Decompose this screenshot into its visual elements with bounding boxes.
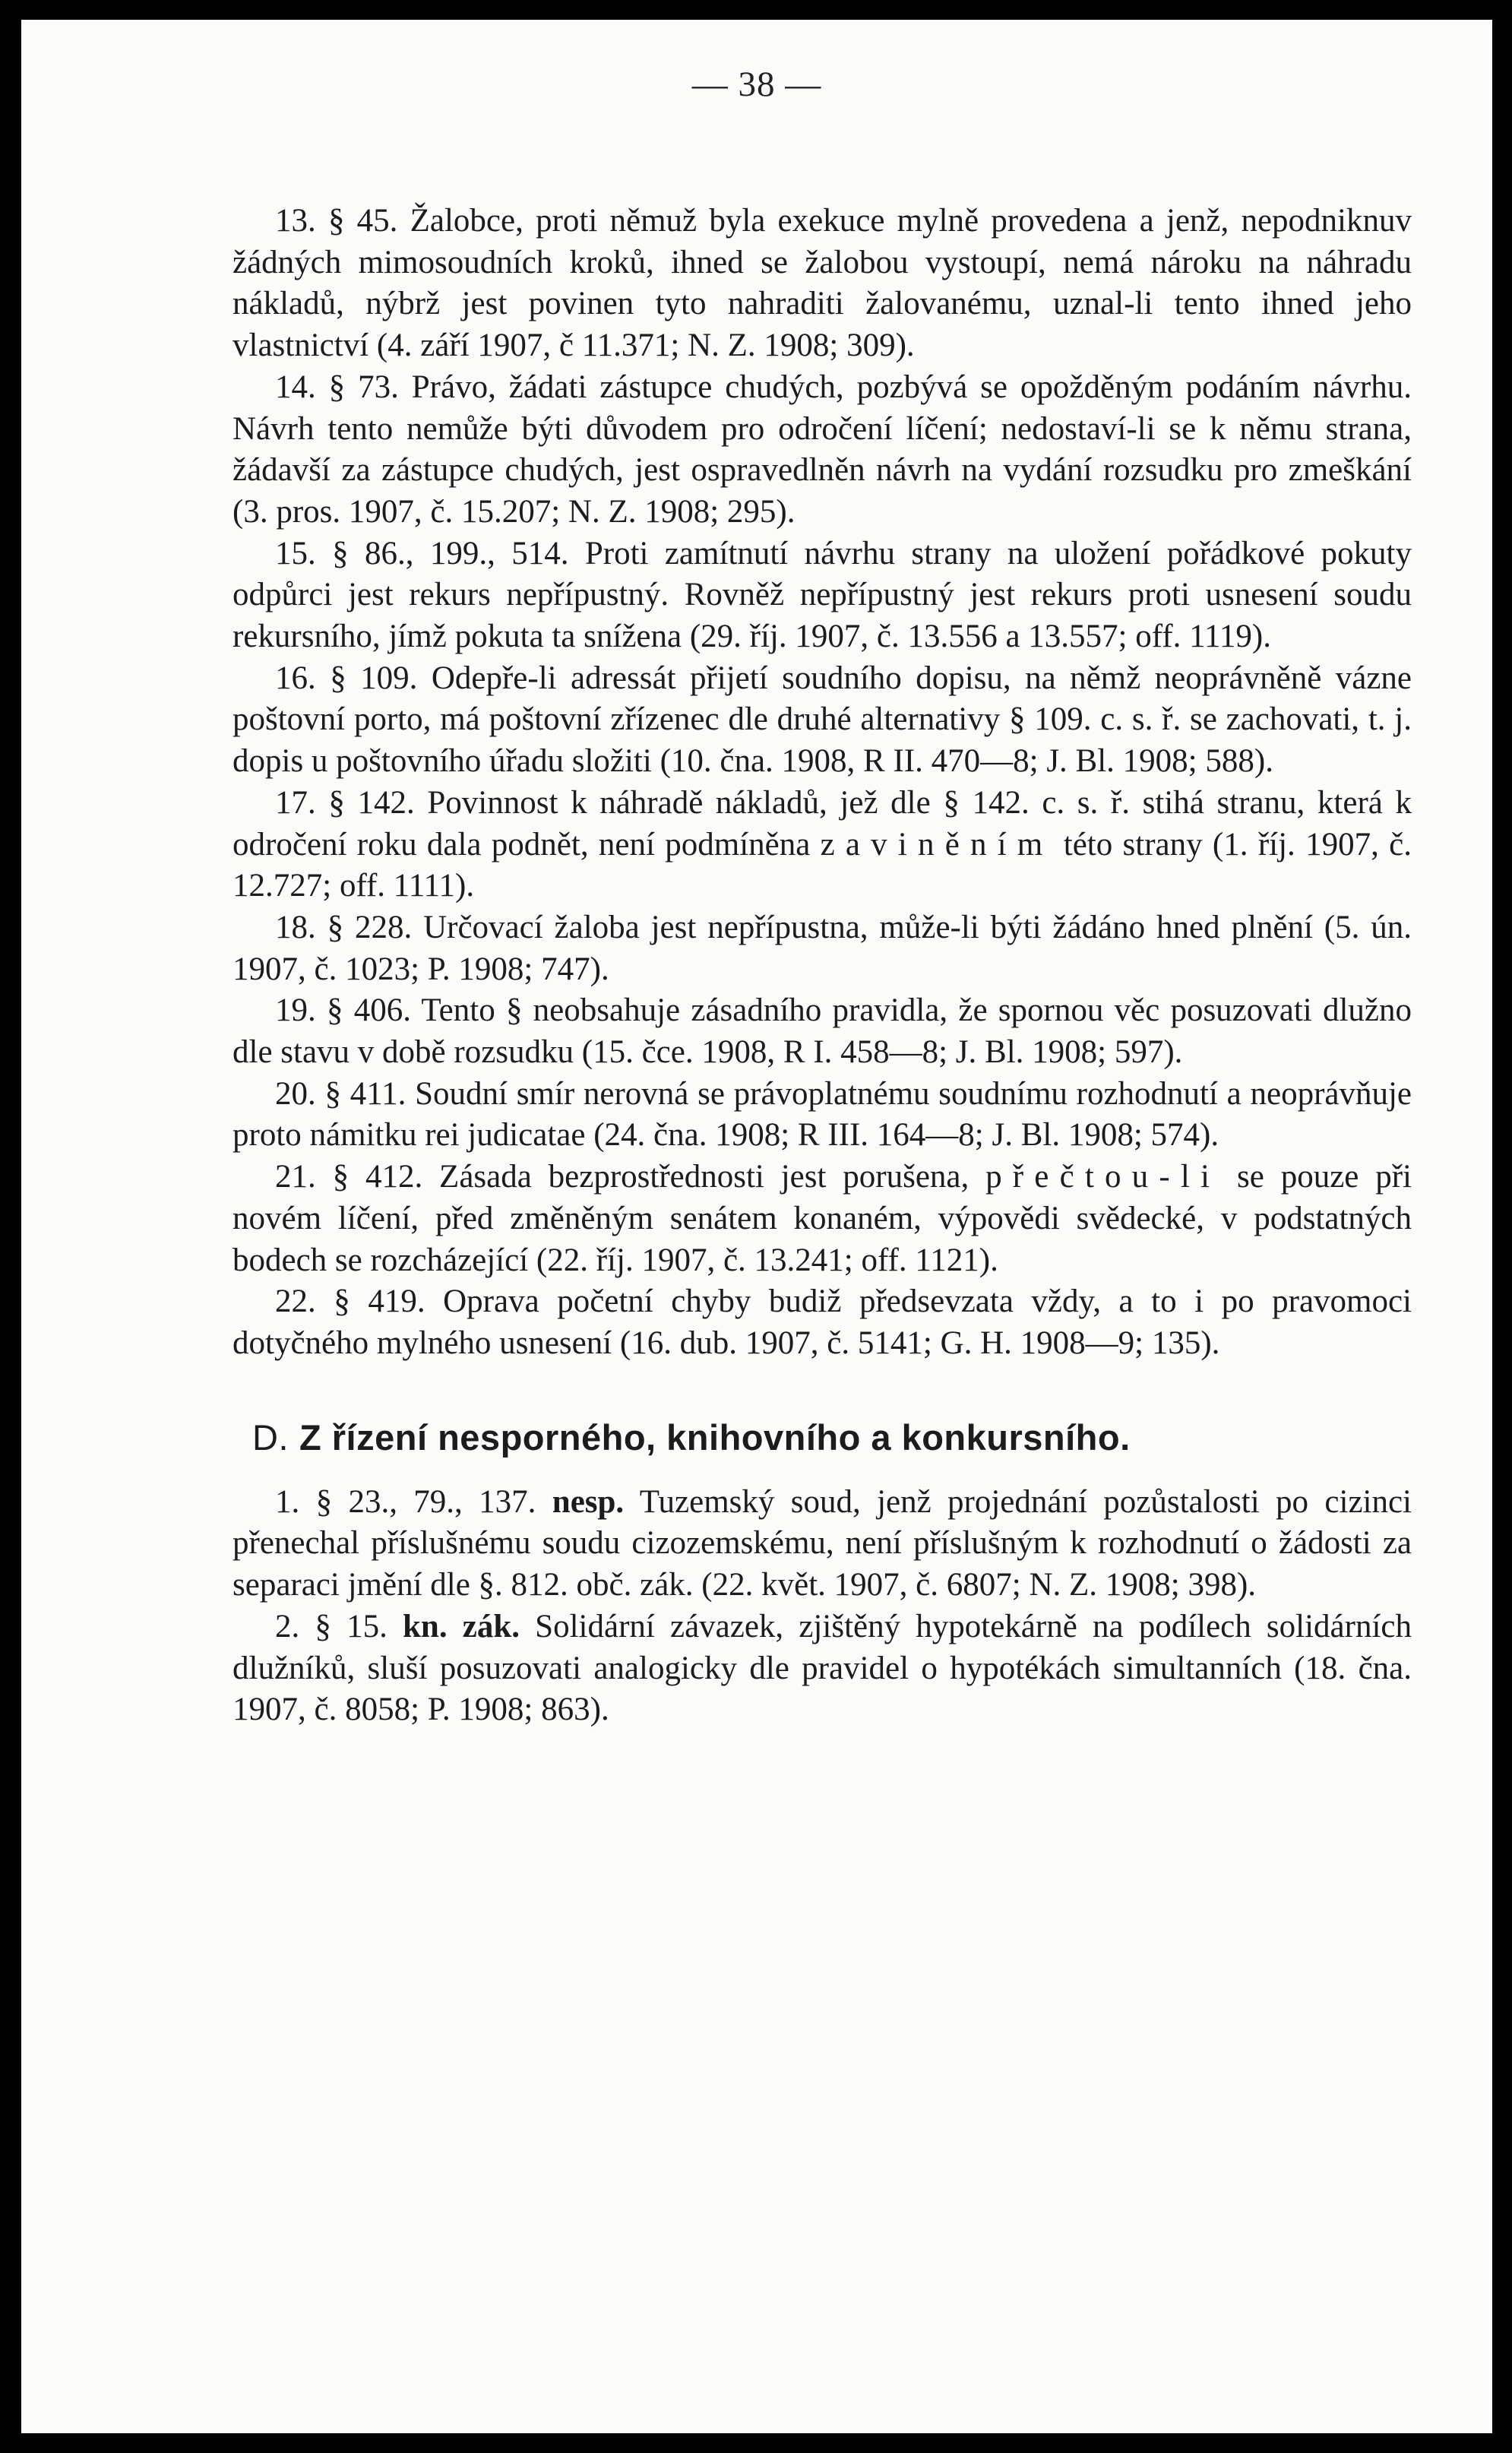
paragraph-number: 13. § 45. [275, 203, 398, 239]
paragraph-17 [232, 783, 1412, 907]
page-content [232, 201, 1412, 1731]
paragraph-number: 14. § 73. [275, 369, 399, 405]
law-abbreviation: nesp. [552, 1483, 625, 1520]
paragraph-22 [232, 1281, 1412, 1364]
section-title: Z řízení nesporného, knihovního a konkursního. [299, 1416, 1131, 1458]
paragraph-number: 15. § 86., 199., 514. [275, 535, 569, 571]
paragraph-14 [232, 367, 1412, 533]
paragraph-text: Odepře-li adressát přijetí soudního dopisu, na němž neoprávněně vázne poštovní porto, má poštovní zřízenec dle druhé alternativy § 109. c. s. ř. se zachovati, t. j. dopis u poštovního úřadu složiti (10. čna. 1908, R II. 470—8; J. Bl. 1908; 588). [232, 660, 1412, 780]
paragraph-text: Oprava početní chyby budiž předsevzata vždy, a to i po pravomoci dotyčného mylného usnesení (16. dub. 1907, č. 5141; G. H. 1908—9; 135). [232, 1283, 1412, 1361]
paragraph-19 [232, 990, 1412, 1073]
paragraph-15 [232, 533, 1412, 658]
paragraph-13 [232, 201, 1412, 367]
paragraph-text: Soudní smír nerovná se právoplatnému soudnímu rozhodnutí a neoprávňuje proto námitku rei judicatae (24. čna. 1908; R III. 164—8; J. Bl. 1908; 574). [232, 1075, 1412, 1154]
paragraph-text: se pouze při novém líčení, před změněným senátem konaném, výpovědi svědecké, v podstatných bodech se rozcházející (22. říj. 1907, č. 13.241; off. 1121). [232, 1159, 1412, 1278]
paragraph-text: Povinnost k náhradě nákladů, jež dle § 142. c. s. ř. stihá stranu, která k odročení roku dala podnět, není podmíněna [232, 784, 1412, 863]
section-letter: D. [252, 1416, 289, 1458]
paragraph-number: 2. § 15. [275, 1608, 387, 1644]
paragraph-text: Proti zamítnutí návrhu strany na uložení pořádkové pokuty odpůrci jest rekurs nepřípustný. Rovněž nepřípustný jest rekurs proti usnesení soudu rekursního, jímž pokuta ta snížena (29. říj. 1907, č. 13.556 a 13.557; off. 1119). [232, 535, 1412, 655]
paragraph-number: 1. § 23., 79., 137. [275, 1483, 536, 1520]
paragraph-number: 21. § 412. [275, 1159, 423, 1195]
paragraph-number: 18. § 228. [275, 909, 413, 945]
paragraph-16 [232, 658, 1412, 783]
paragraph-21 [232, 1157, 1412, 1281]
paragraph-text: Žalobce, proti němuž byla exekuce mylně provedena a jenž, nepodniknuv žádných mimosoudních kroků, ihned se žalobou vystoupí, nemá nároku na náhradu nákladů, nýbrž jest povinen tyto nahraditi žalovanému, uznal-li tento ihned jeho vlastnictví (4. září 1907, č 11.371; N. Z. 1908; 309). [232, 203, 1412, 364]
paragraph-18 [232, 907, 1412, 990]
paragraph-text: Určovací žaloba jest nepřípustna, může-li býti žádáno hned plnění (5. ún. 1907, č. 1023; P. 1908; 747). [232, 909, 1412, 987]
spaced-emphasis: zaviněním [820, 826, 1054, 863]
paragraph-text: Právo, žádati zástupce chudých, pozbývá se opožděným podáním návrhu. Návrh tento nemůže býti důvodem pro odročení líčení; nedostaví-li se k němu strana, žádavší za zástupce chudých, jest ospravedlněn návrh na vydání rozsudku pro zmeškání (3. pros. 1907, č. 15.207; N. Z. 1908; 295). [232, 369, 1412, 530]
paragraph-number: 20. § 411. [275, 1075, 406, 1112]
paragraph-number: 19. § 406. [275, 992, 411, 1029]
paragraph-number: 16. § 109. [275, 660, 418, 696]
paragraph-number: 17. § 142. [275, 784, 415, 821]
section-heading [232, 1415, 1412, 1461]
section-paragraph-1 [232, 1482, 1412, 1606]
paragraph-text: Solidární závazek, zjištěný hypotekárně na podílech solidárních dlužníků, sluší posuzovati analogicky dle pravidel o hypotékách simultanních (18. čna. 1907, č. 8058; P. 1908; 863). [232, 1608, 1412, 1728]
paragraph-text: Zásada bezprostřednosti jest porušena, [422, 1159, 986, 1195]
page-number: — 38 — [691, 65, 822, 104]
paragraph-text: této strany (1. říj. 1907, č. 12.727; off. 1111). [232, 826, 1412, 904]
book-page [21, 20, 1492, 2433]
paragraph-text: Tuzemský soud, jenž projednání pozůstalosti po cizinci přenechal příslušnému soudu cizozemskému, není příslušným k rozhodnutí o žádosti za separaci jmění dle §. 812. obč. zák. (22. květ. 1907, č. 6807; N. Z. 1908; 398). [232, 1483, 1412, 1603]
section-paragraph-2 [232, 1606, 1412, 1731]
law-abbreviation: kn. zák. [403, 1608, 520, 1644]
paragraph-20 [232, 1074, 1412, 1157]
paragraph-number: 22. § 419. [275, 1283, 425, 1320]
spaced-emphasis: přečtou-li [985, 1159, 1221, 1195]
paragraph-text: Tento § neobsahuje zásadního pravidla, že spornou věc posuzovati dlužno dle stavu v době rozsudku (15. čce. 1908, R I. 458—8; J. Bl. 1908; 597). [232, 992, 1412, 1071]
